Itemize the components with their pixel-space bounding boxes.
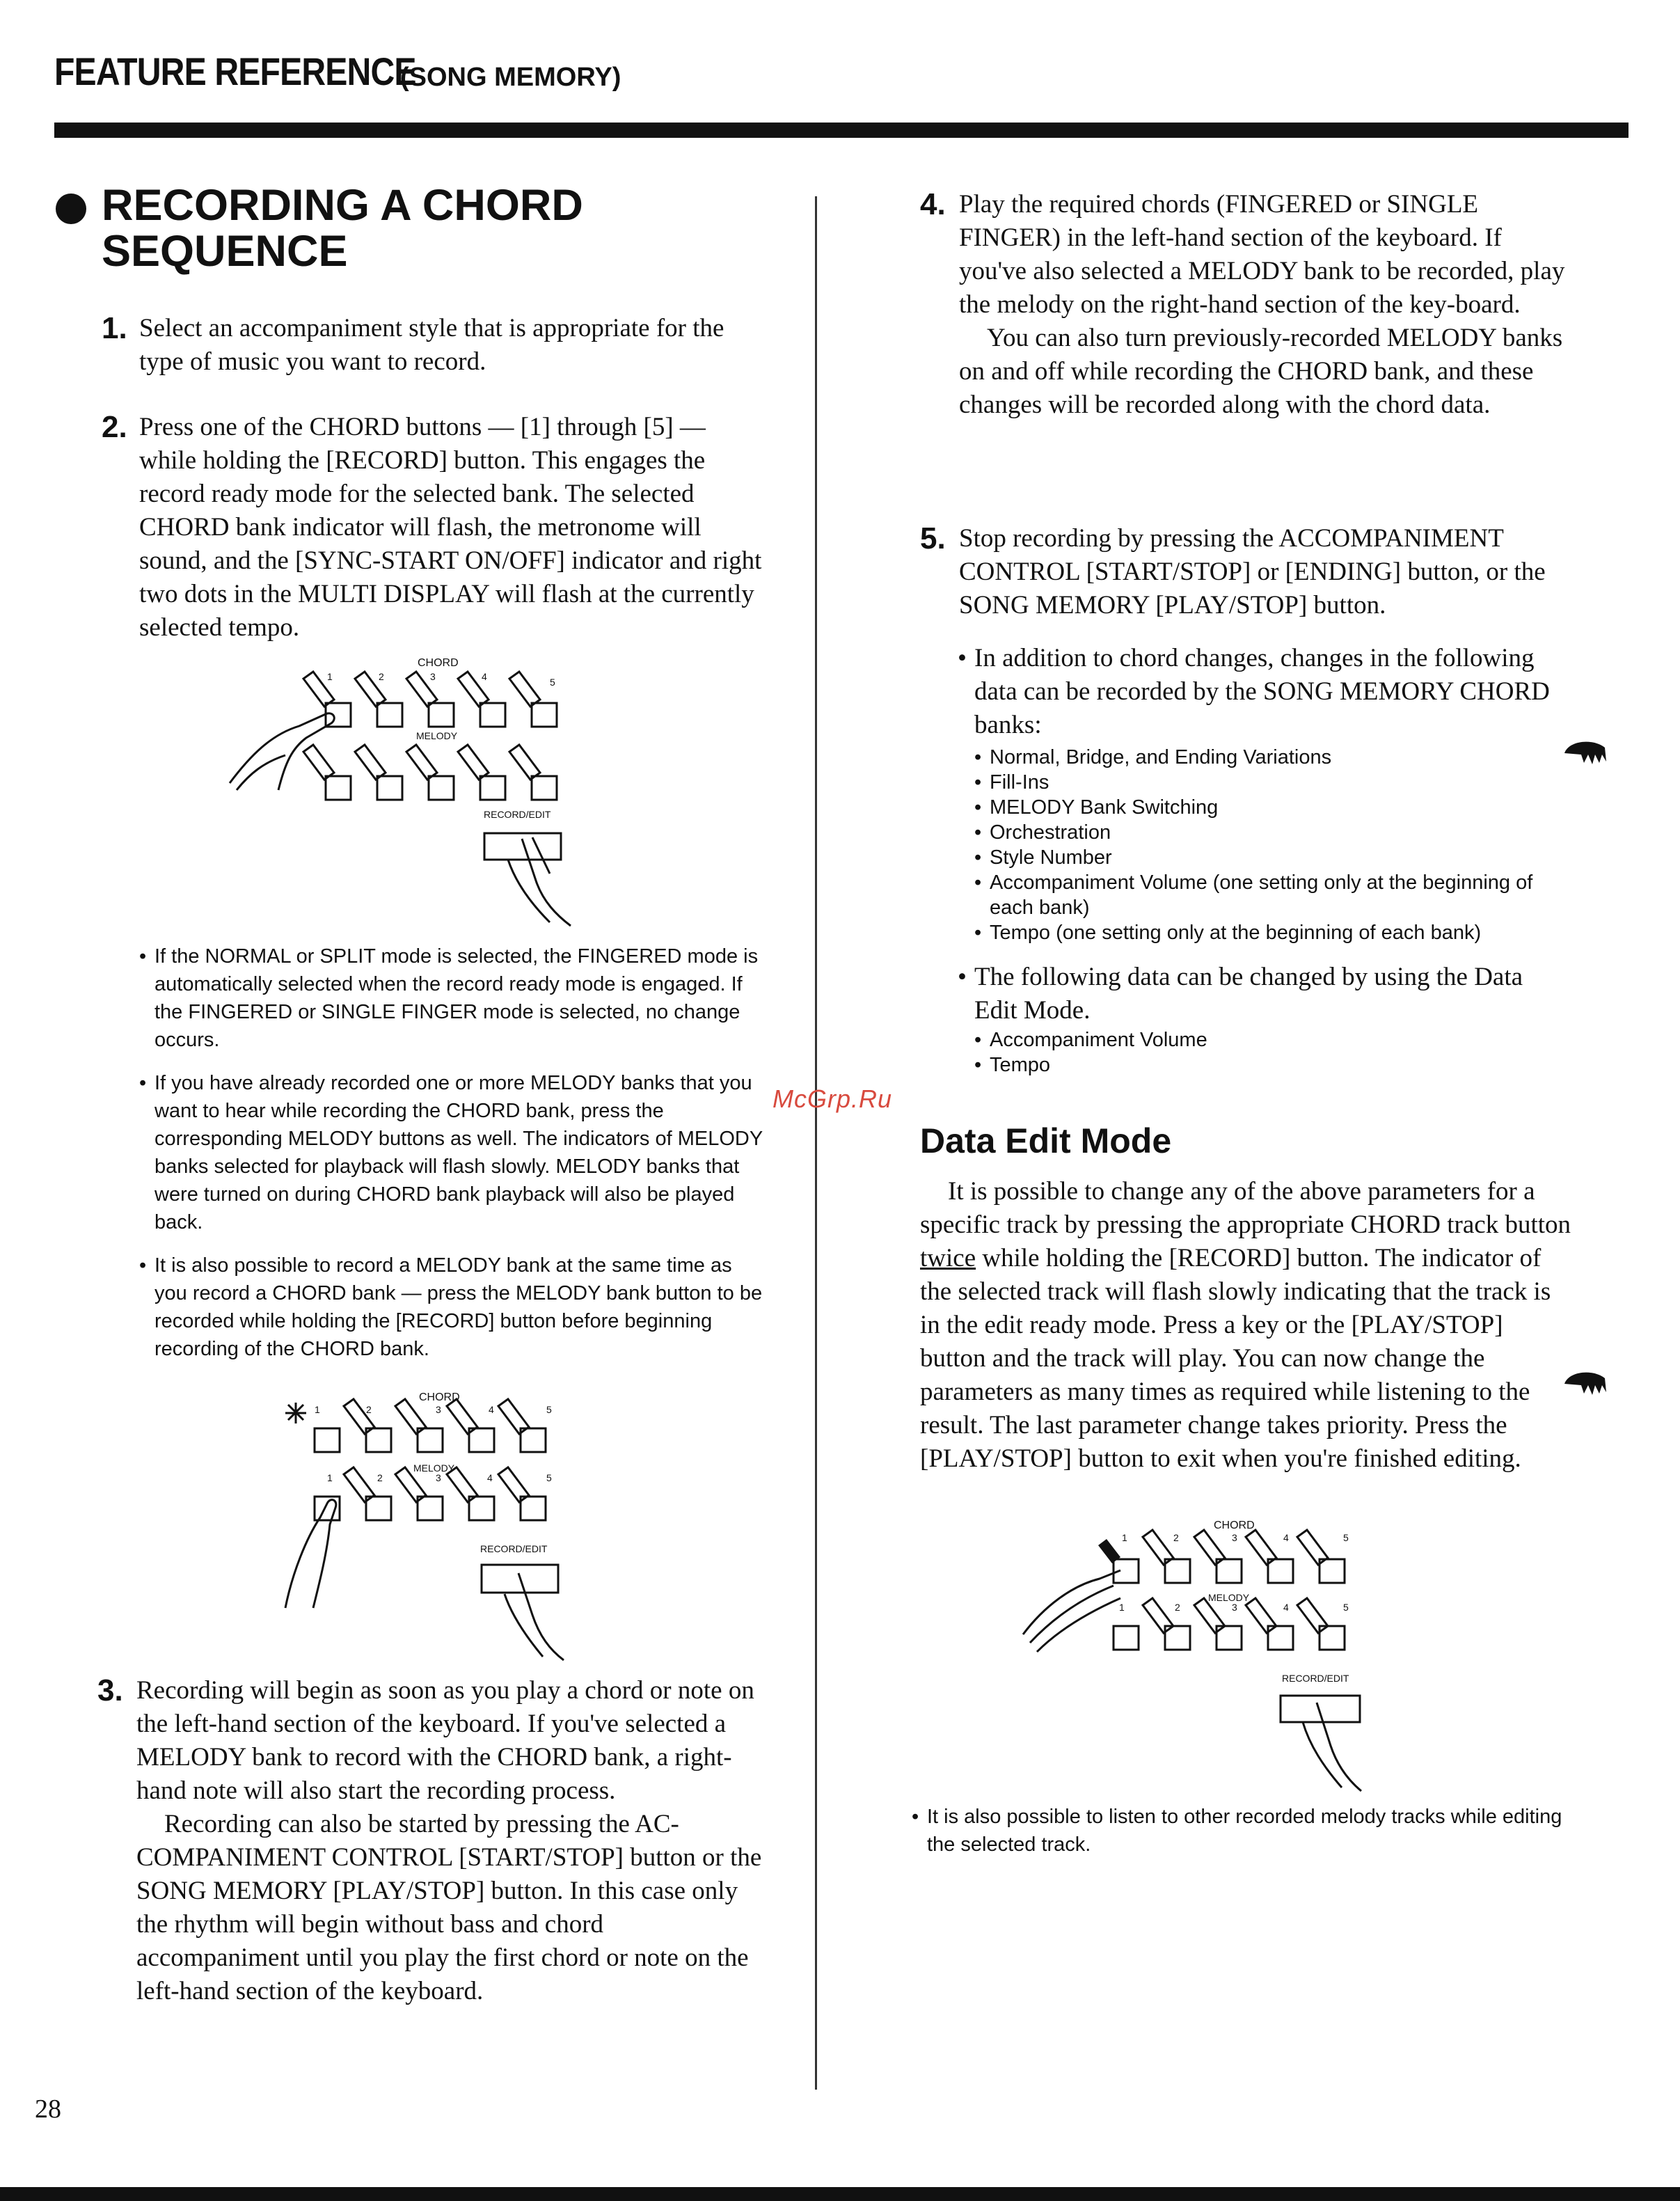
- figure-data-edit: [1016, 1516, 1406, 1794]
- margin-hand-icon: [1562, 736, 1610, 771]
- svg-text:4: 4: [1283, 1602, 1289, 1613]
- fig1-melody-label: MELODY: [416, 730, 458, 741]
- figure-record-chord-melody-svg: [271, 1385, 619, 1664]
- fig1-melody-btn-4: [480, 776, 505, 800]
- data-edit-twice: twice: [920, 1244, 976, 1272]
- fig1-num-5: 5: [550, 677, 555, 688]
- step-4-paragraph-2: You can also turn previously-recorded MELODY banks on and off while recording the CHORD bank, and these changes will be recorded along with the chord data.: [959, 324, 1563, 419]
- fig3-left-hand-icon: [1023, 1570, 1120, 1652]
- svg-text:3: 3: [436, 1404, 441, 1415]
- data-edit-text: [920, 1175, 1571, 1476]
- svg-text:1: 1: [315, 1404, 320, 1415]
- svg-text:2: 2: [1173, 1532, 1179, 1543]
- svg-text:3: 3: [1232, 1532, 1237, 1543]
- fig1-num-4: 4: [482, 671, 487, 682]
- svg-text:4: 4: [489, 1404, 494, 1415]
- chord-data-item: • MELODY Bank Switching: [973, 795, 1570, 820]
- chord-data-item: • Style Number: [973, 845, 1570, 870]
- chord-data-item: • Fill-Ins: [973, 770, 1570, 795]
- chord-data-item: • Accompaniment Volume (one setting only at the beginning of each bank): [973, 870, 1570, 920]
- fig2-chord-label: CHORD: [419, 1391, 460, 1403]
- header-title: FEATURE REFERENCE: [54, 49, 416, 93]
- svg-text:5: 5: [1343, 1532, 1349, 1543]
- step-3-paragraph-2: Recording can also be started by pressing the AC-COMPANIMENT CONTROL [START/STOP] button or the SONG MEMORY [PLAY/STOP] button. In this case only the rhythm will begin without bass and chord accompaniment until you play the first chord or note on the left-hand section of the keyboard.: [136, 1810, 762, 2005]
- bullet-chord-data: • In addition to chord changes, changes in the following data can be recorded by the SONG MEMORY CHORD banks:: [958, 642, 1570, 742]
- right-bullets: [958, 642, 1570, 1078]
- svg-text:3: 3: [1232, 1602, 1237, 1613]
- data-edit-text-a: It is possible to change any of the above parameters for a specific track by pressing the appropriate CHORD track button: [920, 1177, 1571, 1239]
- svg-text:2: 2: [1175, 1602, 1180, 1613]
- page-number: 28: [35, 2094, 61, 2124]
- left-notes: [139, 942, 766, 1378]
- svg-text:1: 1: [1119, 1602, 1125, 1613]
- svg-text:1: 1: [1122, 1532, 1127, 1543]
- fig1-chord-btn-2: [377, 703, 402, 727]
- data-edit-item: • Tempo: [973, 1052, 1570, 1078]
- note-item-1: • If the NORMAL or SPLIT mode is selected, the FINGERED mode is automatically selected when the record ready mode is engaged. If the FINGERED or SINGLE FINGER mode is selected, no change occurs.: [139, 942, 766, 1054]
- note-item-3: • It is also possible to record a MELODY bank at the same time as you record a CHORD bank — press the MELODY bank button to be recorded while holding the [RECORD] button before beginning recording of the CHORD bank.: [139, 1252, 766, 1363]
- chord-data-item: • Orchestration: [973, 820, 1570, 845]
- section-title-line2: SEQUENCE: [102, 227, 348, 276]
- fig1-melody-btn-3: [429, 776, 454, 800]
- step-3-text: [136, 1674, 763, 2008]
- step-4-text: [959, 188, 1571, 422]
- svg-text:4: 4: [1283, 1532, 1289, 1543]
- step-2-text: Press one of the CHORD buttons — [1] through [5] — while holding the [RECORD] button. This engages the record ready mode for the selected bank. The selected CHORD bank indicator will flash, the metronome will sound, and the [SYNC-START ON/OFF] indicator and right two dots in the MULTI DISPLAY will flash at the currently selected tempo.: [139, 413, 762, 642]
- svg-text:5: 5: [1343, 1602, 1349, 1613]
- chord-data-item: • Tempo (one setting only at the beginning of each bank): [973, 920, 1570, 945]
- step-3-number: 3.: [97, 1673, 123, 1707]
- fig1-chord-label: CHORD: [418, 657, 459, 669]
- fig3-record-btn: [1281, 1696, 1360, 1722]
- section-title-line1: RECORDING A CHORD: [102, 181, 583, 230]
- step-2-number: 2.: [102, 410, 127, 444]
- data-edit-note: [912, 1803, 1580, 1874]
- fig1-chord-btn-4: [480, 703, 505, 727]
- svg-text:5: 5: [546, 1404, 552, 1415]
- step-1-text: Select an accompaniment style that is appropriate for the type of music you want to record.: [139, 314, 724, 376]
- note-item-2: • If you have already recorded one or more MELODY banks that you want to hear while recording the CHORD bank, press the corresponding MELODY buttons as well. The indicators of MELODY banks selected for playback will flash slowly. MELODY banks that were turned on during CHORD bank playback will also be played back.: [139, 1069, 766, 1236]
- data-edit-title: Data Edit Mode: [920, 1121, 1172, 1160]
- data-edit-item: • Accompaniment Volume: [973, 1027, 1570, 1052]
- data-edit-list: [958, 1027, 1570, 1078]
- fig1-num-2: 2: [379, 671, 384, 682]
- chord-data-list: [958, 745, 1570, 945]
- fig2-left-hand-icon: [285, 1500, 336, 1608]
- fig3-chord-label: CHORD: [1214, 1520, 1255, 1531]
- fig1-chord-btn-5: [532, 703, 557, 727]
- step-3-paragraph-1: Recording will begin as soon as you play a chord or note on the left-hand section of the keyboard. If you've selected a MELODY bank to record with the CHORD bank, a right-hand note will also start the recording process.: [136, 1676, 754, 1805]
- data-edit-note-item: • It is also possible to listen to other recorded melody tracks while editing the selected track.: [912, 1803, 1580, 1859]
- data-edit-text-b: while holding the [RECORD] button. The indicator of the selected track will flash slowly indicating that the track is in the edit ready mode. Press a key or the [PLAY/STOP] button and the track will play. You can now change the parameters as many times as required while listening to the result. The last parameter change takes priority. Press the [PLAY/STOP] button to exit when you're finished editing.: [920, 1244, 1551, 1473]
- fig3-record-label: RECORD/EDIT: [1282, 1673, 1349, 1684]
- svg-text:3: 3: [436, 1472, 441, 1483]
- fig1-num-1: 1: [327, 671, 333, 682]
- section-bullet-icon: [56, 194, 86, 224]
- watermark: McGrp.Ru: [772, 1084, 893, 1113]
- bullet-data-edit: • The following data can be changed by using the Data Edit Mode.: [958, 961, 1570, 1027]
- figure-record-chord-svg: [223, 651, 599, 936]
- step-4-number: 4.: [920, 187, 946, 221]
- fig2-right-hand-icon: [505, 1573, 564, 1660]
- step-1-number: 1.: [102, 311, 127, 345]
- fig1-record-btn: [484, 833, 561, 860]
- svg-text:2: 2: [377, 1472, 383, 1483]
- svg-text:2: 2: [366, 1404, 372, 1415]
- step-4-paragraph-1: Play the required chords (FINGERED or SINGLE FINGER) in the left-hand section of the keyboard. If you've also selected a MELODY bank to be recorded, play the melody on the right-hand section of the key-board.: [959, 190, 1565, 319]
- fig1-melody-btn-5: [532, 776, 557, 800]
- fig1-record-label: RECORD/EDIT: [484, 809, 551, 820]
- header-rule: [54, 123, 1629, 138]
- figure-record-chord: [223, 651, 599, 936]
- figure-record-chord-melody: [271, 1385, 619, 1664]
- step-5-number: 5.: [920, 521, 946, 555]
- column-divider: [815, 196, 817, 2090]
- fig2-melody-label: MELODY: [413, 1462, 455, 1474]
- svg-text:4: 4: [487, 1472, 493, 1483]
- fig1-chord-btn-3: [429, 703, 454, 727]
- section-title: [102, 182, 583, 274]
- chord-data-item: • Normal, Bridge, and Ending Variations: [973, 745, 1570, 770]
- fig3-melody-label: MELODY: [1208, 1592, 1250, 1603]
- fig2-flash-icon: [285, 1403, 306, 1423]
- fig1-melody-btn-1: [326, 776, 351, 800]
- fig1-num-3: 3: [430, 671, 436, 682]
- header-subtitle: (SONG MEMORY): [400, 63, 621, 92]
- fig3-right-hand-icon: [1303, 1703, 1361, 1791]
- fig1-melody-btn-2: [377, 776, 402, 800]
- svg-text:5: 5: [546, 1472, 552, 1483]
- svg-text:1: 1: [327, 1472, 333, 1483]
- step-5-text: Stop recording by pressing the ACCOMPANIMENT CONTROL [START/STOP] or [ENDING] button, or the SONG MEMORY [PLAY/STOP] button.: [959, 524, 1546, 620]
- footer-rule: [0, 2187, 1680, 2201]
- figure-data-edit-svg: [1016, 1516, 1406, 1794]
- fig2-record-label: RECORD/EDIT: [480, 1543, 548, 1554]
